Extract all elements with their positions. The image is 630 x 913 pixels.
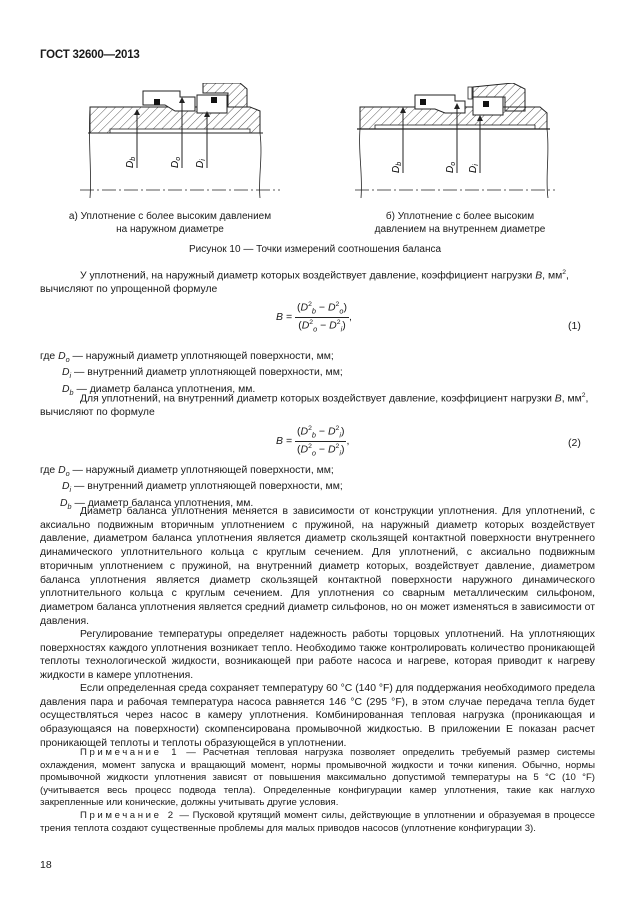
paragraph-formula1-intro: У уплотнений, на наружный диаметр которых воздействует давление, коэффициент нагрузки B, $мм^2$, вычисляют по упрощенной формуле (40, 269, 569, 296)
definition-row: где $D_o$ — наружный диаметр уплотняющей поверхности, мм; (40, 465, 334, 479)
note-2: Примечание 2 — Пусковой крутящий момент силы, действующие в уплотнении и образуемая в процессе трения теплота создают существенные проблемы для малых приводов насосов (уплотнение конфигурации 3). (40, 810, 595, 834)
svg-text:Do: $D_o$ (445, 161, 457, 173)
paragraph-balance-diameter: Диаметр баланса уплотнения меняется в зависимости от конструкции уплотнения. Для уплотнений, с аксиально подвижным вторичным уплотнением с пружиной, на наружный диаметр которых воздействует давление, диаметром баланса уплотнения является диаметр скользящей контактной поверхности внутреннего динамического уплотнительного кольца с круглым сечением. Для уплотнений, с аксиально подвижным вторичным уплотнением с пружиной, на внутренний диаметр которых, воздействует давление, диаметром баланса уплотнения является диаметр скользящей контактной поверхности наружного динамического уплотнительного кольца с круглым сечением. Для уплотнения со сварным металлическим сильфоном, диаметром баланса уплотнения является средний диаметр сильфонов, но он может изменяться в зависимости от давления. (40, 506, 595, 627)
formula-1: B = $\frac{(D^2_b - D^2_o)}{(D^2_o - D^2_i)}$ , (276, 301, 352, 334)
definition-row: где $D_o$ — наружный диаметр уплотняющей поверхности, мм; (40, 351, 334, 365)
formula-2-number: (2) (568, 437, 581, 449)
standard-header: ГОСТ 32600—2013 (40, 49, 140, 61)
page-number: 18 (40, 859, 52, 871)
svg-text:Do: $D_o$ (170, 156, 182, 168)
svg-text:Db: $D_b$ (125, 156, 137, 168)
definition-row: $D_i$ — внутренний диаметр уплотняющей поверхности, мм; (62, 481, 343, 495)
svg-text:Di: $D_i$ (195, 159, 207, 168)
paragraph-heat-transfer: Если определенная среда сохраняет температуру 60 °С (140 °F) для поддержания необходимого предела давления пара и рабочая температура насоса равняется 146 °С (295 °F), в этом случае передача тепла будет осуществляться через насос в камеру уплотнения. Комбинированная тепловая нагрузка (проникающая и образующаяся на поверхности) скомпенсирована промывочной жидкостью. В приложении Е показан расчет проникающей теплоты и теплоты образующейся в уплотнении. (40, 683, 595, 749)
note-1: Примечание 1 — Расчетная тепловая нагрузка позволяет определить требуемый размер системы охлаждения, момент запуска и вращающий момент, нормы промывочной жидкости и точки кипения. Обычно, нормы промывочной жидкости уплотнения зависят от повышения максимально допустимой температуры на 5 °С (10 °F) (учитывается весь процесс подвода тепла). Определенные конфигурации камер уплотнения, такие как наглухо закрепленные или конические, должны учитывать другие условия. (40, 747, 596, 809)
seal-diagram-outer-pressure (80, 83, 290, 203)
svg-text:Di: $D_i$ (468, 164, 480, 173)
figure-caption-a: а) Уплотнение с более высоким давлением на наружном диаметре (68, 211, 272, 235)
figure-title: Рисунок 10 — Точки измерений соотношения баланса (188, 244, 442, 255)
figure-caption-b: б) Уплотнение с более высоким давлением на внутреннем диаметре (374, 211, 546, 235)
definition-row: $D_i$ — внутренний диаметр уплотняющей поверхности, мм; (62, 367, 343, 381)
definition-row: $D_b$ — диаметр баланса уплотнения, мм. (62, 383, 256, 398)
seal-diagram-inner-pressure (355, 83, 565, 203)
formula-2: B = $\frac{(D^2_b - D^2_i)}{(D^2_o - D^2_i)}$ , (276, 425, 350, 458)
definition-row: $D_b$ — диаметр баланса уплотнения, мм. (60, 497, 254, 512)
svg-text:Db: $D_b$ (391, 161, 403, 173)
paragraph-formula2-intro: Для уплотнений, на внутренний диаметр которых воздействует давление, коэффициент нагрузки B, $мм^2$, вычисляют по формуле (40, 392, 589, 419)
formula-1-number: (1) (568, 320, 581, 332)
paragraph-temperature-regulation: Регулирование температуры определяет надежность работы торцовых уплотнений. На уплотняющих поверхностях каждого уплотнения возникает тепло. Необходимо также контролировать количество проникающей теплоты технологической жидкости, возникающей при работе насоса и нагреве, которая приводит к нагреву жидкости в камере уплотнения. (40, 629, 595, 682)
